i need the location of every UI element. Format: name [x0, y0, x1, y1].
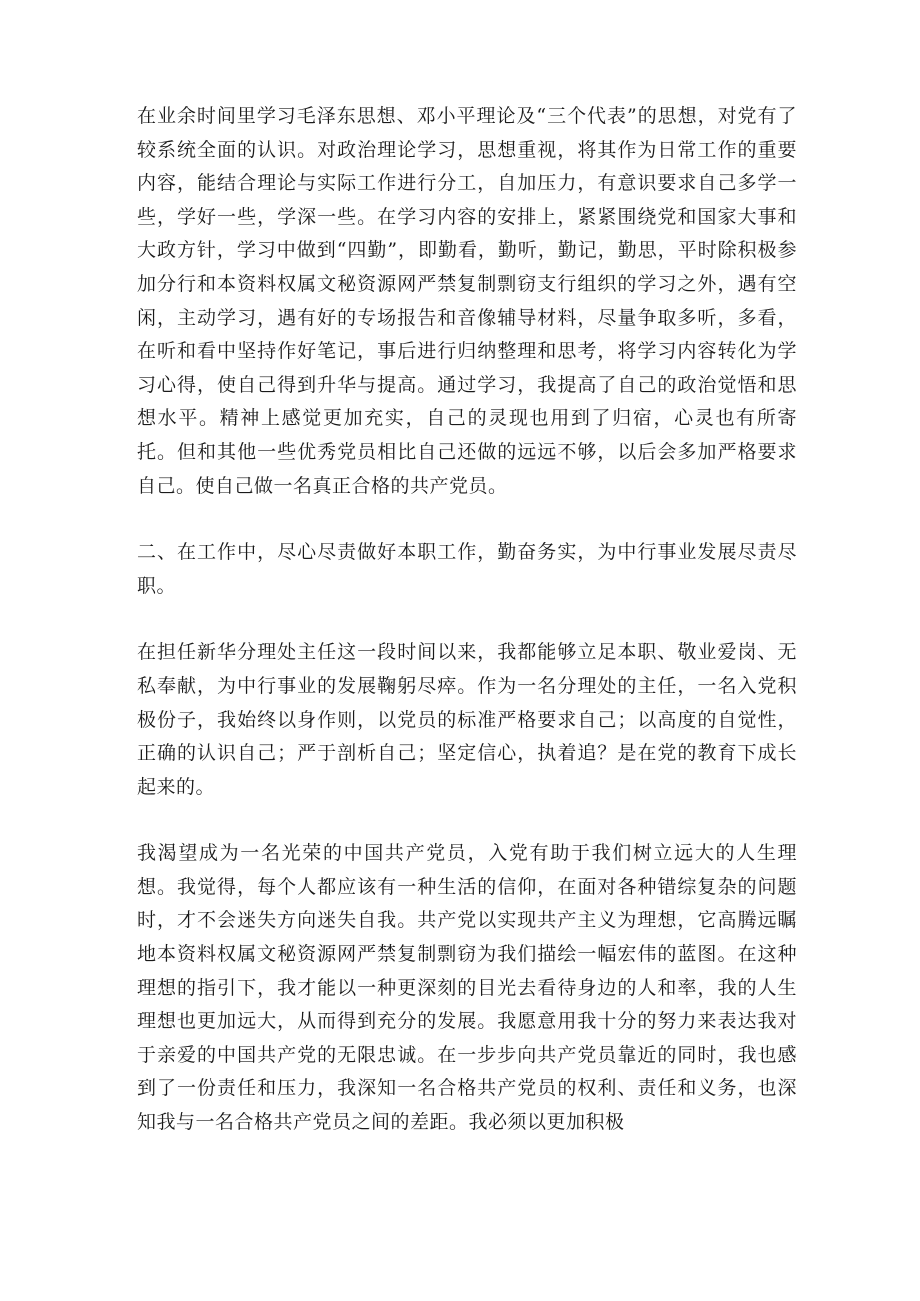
paragraph-work: 在担任新华分理处主任这一段时间以来，我都能够立足本职、敬业爱岗、无私奉献，为中行事业的发展鞠躬尽瘁。作为一名分理处的主任，一名入党积极份子，我始终以身作则，以党员的标准严格要求自己；以高度的自觉性，正确的认识自己；严于剖析自己；坚定信心，执着追？是在党的教育下成长起来的。	[137, 641, 797, 798]
paragraph-aspiration: 我渴望成为一名光荣的中国共产党员，入党有助于我们树立远大的人生理想。我觉得，每个人都应该有一种生活的信仰，在面对各种错综复杂的问题时，才不会迷失方向迷失自我。共产党以实现共产主义为理想，它高腾远瞩地本资料权属文秘资源网严禁复制剽窃为我们描绘一幅宏伟的蓝图。在这种理想的指引下，我才能以一种更深刻的目光去看待身边的人和率，我的人生理想也更加远大，从而得到充分的发展。我愿意用我十分的努力来表达我对于亲爱的中国共产党的无限忠诚。在一步步向共产党员靠近的同时，我也感到了一份责任和压力，我深知一名合格共产党员的权利、责任和义务，也深知我与一名合格共产党员之间的差距。我必须以更加积极	[137, 842, 797, 1134]
paragraph-study: 在业余时间里学习毛泽东思想、邓小平理论及“三个代表”的思想，对党有了较系统全面的认识。对政治理论学习，思想重视，将其作为日常工作的重要内容，能结合理论与实际工作进行分工，自加压力，有意识要求自己多学一些，学好一些，学深一些。在学习内容的安排上，紧紧围绕党和国家大事和大政方针，学习中做到“四勤”，即勤看，勤听，勤记，勤思，平时除积极参加分行和本资料权属文秘资源网严禁复制剽窃支行组织的学习之外，遇有空闲，主动学习，遇有好的专场报告和音像辅导材料，尽量争取多听，多看，在听和看中坚持作好笔记，事后进行归纳整理和思考，将学习内容转化为学习心得，使自己得到升华与提高。通过学习，我提高了自己的政治觉悟和思想水平。精神上感觉更加充实，自己的灵现也用到了归宿，心灵也有所寄托。但和其他一些优秀党员相比自己还做的远远不够，以后会多加严格要求自己。使自己做一名真正合格的共产党员。	[137, 105, 797, 497]
document-page	[137, 100, 797, 1140]
section-heading-work: 二、在工作中，尽心尽责做好本职工作，勤奋务实，为中行事业发展尽责尽职。	[137, 541, 797, 597]
